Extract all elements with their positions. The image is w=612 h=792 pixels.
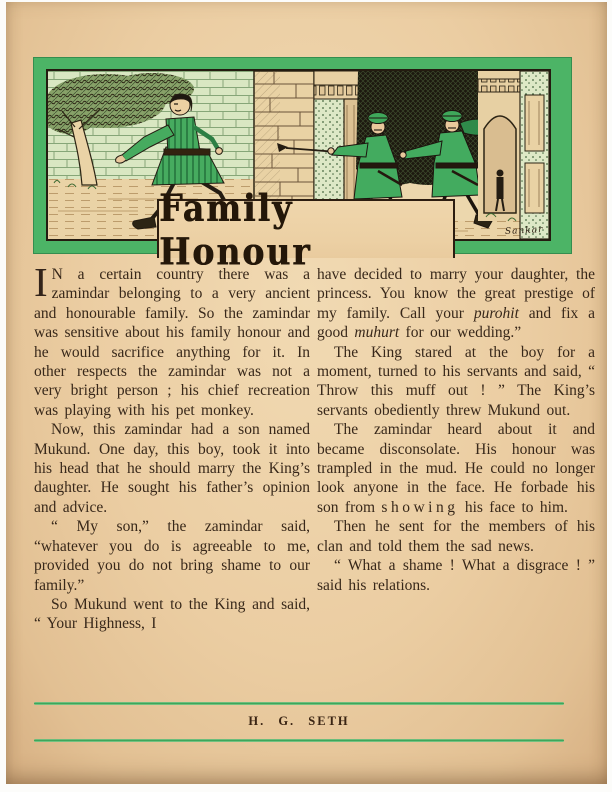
paragraph: Now, this zamindar had a son named Mukund. One day, this boy, took it into his head that he should marry the King’s daughter. He sought his father’s opinion and advice. — [34, 421, 310, 516]
drop-cap: I — [34, 265, 48, 305]
column-right — [317, 265, 595, 697]
footer-rule-top — [34, 702, 564, 705]
paragraph: have decided to marry your daughter, the princess. You know the great prestige of my family. Call your purohit and fix a good muhurt for our wedding.” — [317, 266, 595, 342]
column-left — [34, 265, 310, 697]
publisher-name: H. G. SETH — [248, 714, 350, 728]
paragraph: I N a certain country there was a zamindar belonging to a very ancient and honourable family. So the zamindar was sensitive about his family honour and he would sacrifice anything for it. In other respects the zamindar was not a very bright person ; his chief recreation was playing with his pet monkey. — [34, 265, 310, 419]
paragraph: The King stared at the boy for a moment, turned to his servants and said, “ Throw this muff out ! ” The King’s servants obediently threw Mukund out. — [317, 343, 595, 419]
paragraph: So Mukund went to the King and said, “ Your Highness, I — [34, 595, 310, 633]
paper — [6, 2, 607, 784]
paragraph: “ My son,” the zamindar said, “whatever you do is agreeable to me, provided you do not bring shame to our family.” — [34, 518, 310, 594]
story-title: Family Honour — [159, 185, 312, 274]
artist-signature: Sankar — [504, 225, 544, 237]
title-banner — [157, 185, 455, 274]
footer-rule-bottom — [34, 739, 564, 742]
paragraph: The zamindar heard about it and became disconsolate. His honour was trampled in the mud. He could no longer look anyone in the face. He forbade his son from showing his face to him. — [317, 421, 595, 516]
paragraph: Then he sent for the members of his clan and told them the sad news. — [317, 518, 595, 555]
paragraph: “ What a shame ! What a disgrace ! ” said his relations. — [317, 557, 595, 594]
